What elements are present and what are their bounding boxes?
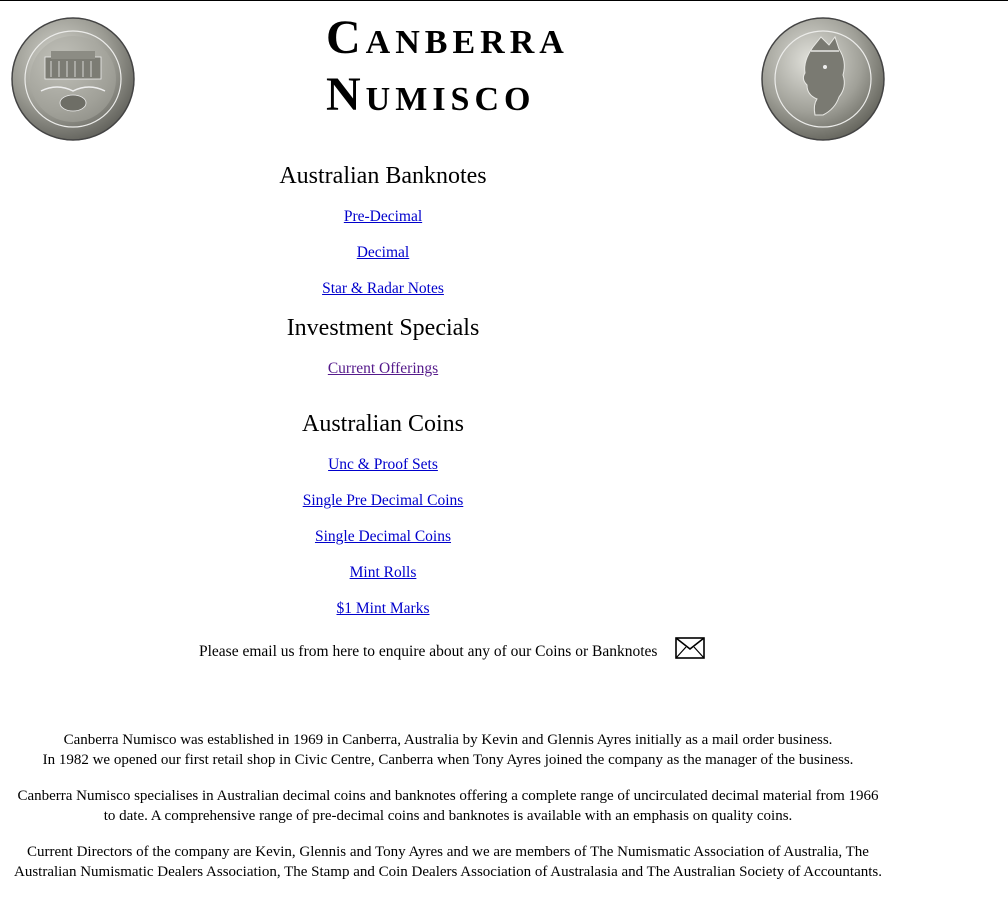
link-1-dollar-mint-marks[interactable]: $1 Mint Marks <box>336 600 430 617</box>
email-enquiry-row <box>199 641 705 663</box>
george-v-coin-icon <box>761 17 885 141</box>
heading-australian-banknotes: Australian Banknotes <box>279 163 487 189</box>
about-line: to date. A comprehensive range of pre-decimal coins and banknotes is available with an emphasis on quality coins. <box>103 808 793 824</box>
about-line: Canberra Numisco was established in 1969 in Canberra, Australia by Kevin and Glennis Ayres initially as a mail order business. <box>63 732 833 748</box>
florin-coin-icon <box>11 17 135 141</box>
link-single-decimal-coins[interactable]: Single Decimal Coins <box>314 528 452 545</box>
about-line: In 1982 we opened our first retail shop in Civic Centre, Canberra when Tony Ayres joined the company as the manager of the business. <box>42 752 854 768</box>
about-paragraph-history <box>0 730 896 770</box>
site-logo-text <box>326 11 569 128</box>
about-paragraph-directors <box>0 842 896 882</box>
link-single-pre-decimal-coins[interactable]: Single Pre Decimal Coins <box>302 492 464 509</box>
envelope-icon[interactable] <box>675 637 705 659</box>
brand-initial-n: N <box>326 68 366 121</box>
link-star-radar-notes[interactable]: Star & Radar Notes <box>322 280 444 297</box>
link-pre-decimal[interactable]: Pre-Decimal <box>343 208 423 225</box>
link-unc-proof-sets[interactable]: Unc & Proof Sets <box>328 456 438 473</box>
heading-investment-specials: Investment Specials <box>286 315 480 341</box>
heading-australian-coins: Australian Coins <box>302 411 464 437</box>
brand-word-1: ANBERRA <box>365 24 569 61</box>
link-decimal[interactable]: Decimal <box>356 244 410 261</box>
about-paragraph-specialties <box>0 786 896 826</box>
about-line: Canberra Numisco specialises in Australian decimal coins and banknotes offering a complete range of uncirculated decimal material from 1966 <box>17 788 879 804</box>
about-line: Current Directors of the company are Kevin, Glennis and Tony Ayres and we are members of The Numismatic Association of Australia, The <box>27 844 869 860</box>
link-mint-rolls[interactable]: Mint Rolls <box>349 564 417 581</box>
brand-word-2: UMISCO <box>365 81 536 118</box>
link-current-offerings[interactable]: Current Offerings <box>327 360 439 377</box>
top-border <box>0 0 1008 1</box>
brand-initial-c: C <box>326 11 366 64</box>
email-enquiry-text: Please email us from here to enquire about any of our Coins or Banknotes <box>199 643 658 660</box>
about-line: Australian Numismatic Dealers Association, The Stamp and Coin Dealers Association of Australasia and The Australian Society of Accountants. <box>13 864 883 880</box>
